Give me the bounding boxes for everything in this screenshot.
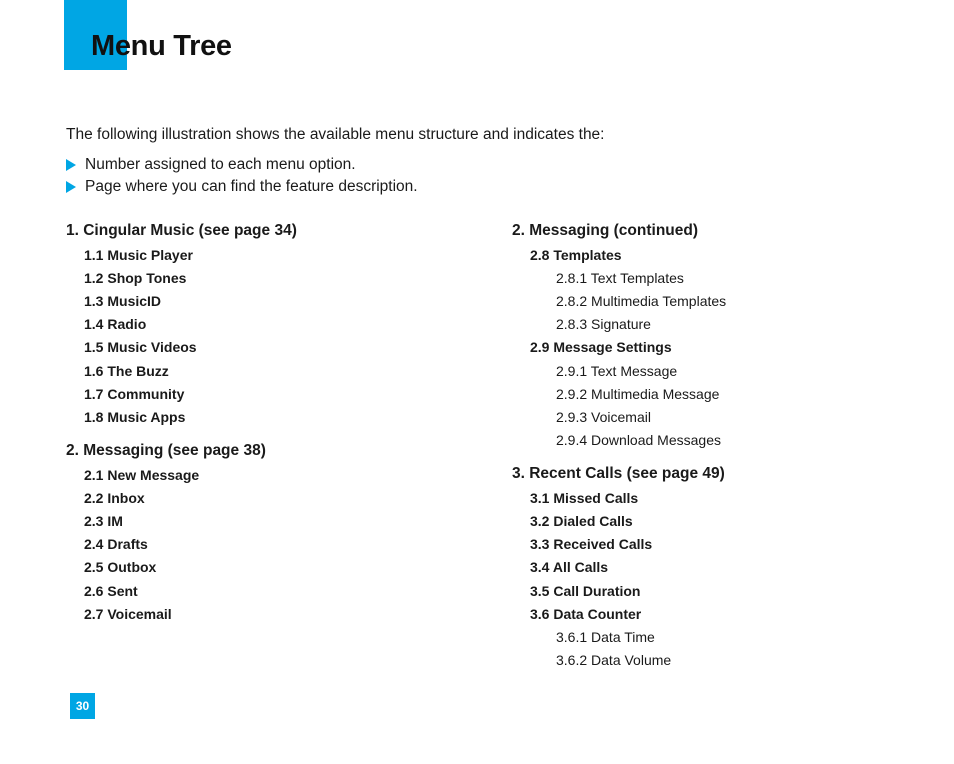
- menu-item: 2.3 IM: [84, 513, 123, 529]
- page-title: Menu Tree: [91, 30, 232, 62]
- bullet-item: [66, 154, 418, 176]
- menu-subitem: 2.9.2 Multimedia Message: [556, 385, 720, 402]
- menu-item: 3.2 Dialed Calls: [530, 513, 633, 529]
- menu-subitem: 2.8.1 Text Templates: [556, 269, 684, 286]
- menu-item: 1.8 Music Apps: [84, 408, 186, 425]
- menu-section-heading: 2. Messaging (see page 38): [66, 442, 266, 460]
- menu-section-heading: 2. Messaging (continued): [512, 222, 699, 239]
- menu-item: 3.4 All Calls: [530, 559, 609, 576]
- menu-item: 2.9 Message Settings: [530, 339, 672, 356]
- menu-item: 2.8 Templates: [530, 246, 622, 263]
- menu-item: 3.3 Received Calls: [530, 536, 653, 553]
- bullet-text: Number assigned to each menu option.: [85, 156, 356, 173]
- page-number-badge: 30: [70, 693, 95, 719]
- menu-item: 3.5 Call Duration: [530, 582, 641, 599]
- menu-item: 2.5 Outbox: [84, 559, 157, 576]
- menu-item: 3.1 Missed Calls: [530, 489, 639, 506]
- menu-subitem: 3.6.1 Data Time: [556, 629, 655, 645]
- menu-subitem: 2.8.2 Multimedia Templates: [556, 292, 727, 309]
- menu-item: 2.4 Drafts: [84, 536, 148, 553]
- menu-subitem: 3.6.2 Data Volume: [556, 652, 672, 669]
- menu-subitem: 2.8.3 Signature: [556, 316, 651, 333]
- menu-item: 1.4 Radio: [84, 316, 147, 333]
- triangle-bullet-icon: [66, 159, 76, 171]
- menu-section-heading: 3. Recent Calls (see page 49): [512, 465, 725, 483]
- menu-item: 3.6 Data Counter: [530, 605, 642, 622]
- triangle-bullet-icon: [66, 181, 76, 193]
- bullet-item: [66, 176, 418, 198]
- bullet-list: [66, 154, 418, 198]
- menu-item: 1.5 Music Videos: [84, 339, 197, 356]
- menu-item: 1.3 MusicID: [84, 292, 162, 309]
- menu-item: 2.1 New Message: [84, 466, 200, 483]
- bullet-text: Page where you can find the feature description.: [85, 178, 418, 195]
- menu-item: 1.7 Community: [84, 385, 185, 402]
- menu-subitem: 2.9.1 Text Message: [556, 362, 678, 379]
- intro-text: The following illustration shows the available menu structure and indicates the:: [66, 126, 605, 143]
- menu-item: 1.6 The Buzz: [84, 362, 169, 379]
- menu-subitem: 2.9.4 Download Messages: [556, 432, 721, 449]
- menu-subitem: 2.9.3 Voicemail: [556, 408, 651, 425]
- menu-section-heading: 1. Cingular Music (see page 34): [66, 222, 297, 239]
- menu-item: 1.1 Music Player: [84, 246, 193, 263]
- menu-item: 2.2 Inbox: [84, 489, 145, 506]
- menu-item: 1.2 Shop Tones: [84, 269, 187, 286]
- menu-item: 2.7 Voicemail: [84, 605, 172, 622]
- menu-item: 2.6 Sent: [84, 582, 138, 599]
